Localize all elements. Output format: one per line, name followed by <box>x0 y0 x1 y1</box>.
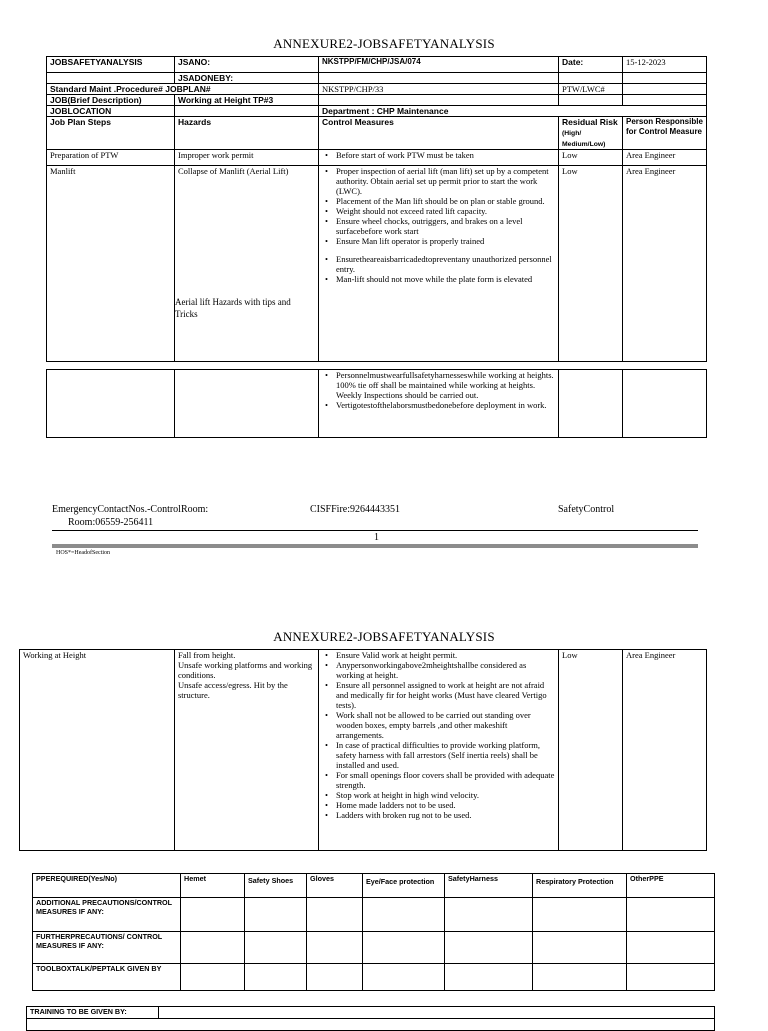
toolbox-talk-label: TOOLBOXTALK/PEPTALK GIVEN BY <box>33 964 181 991</box>
row0-controls <box>319 150 559 166</box>
ppe-item: Respiratory Protection <box>533 874 627 898</box>
jsano-label: JSANO: <box>175 57 319 73</box>
col-risk-title: Residual Risk <box>562 117 618 127</box>
row1-person: Area Engineer <box>623 166 707 362</box>
row1-control: • Proper inspection of aerial lift (man lift) set up by a competent authority. Obtain aerial set up permit prior to start the work (LWC). <box>336 166 555 196</box>
p2-hazard: Unsafe access/egress. Hit by the structure. <box>178 680 288 700</box>
continued-control: • Personnelmustwearfullsafetyharnesseswhile working at heights. 100% tie off shall be maintained while working at heights. Weekly Inspections should be carried out. <box>336 370 555 400</box>
row1-control: • Placement of the Man lift should be on plan or stable ground. <box>336 196 555 206</box>
row1-hazard-note: Aerial lift Hazards with tips and Tricks <box>175 297 291 319</box>
training-table <box>26 1006 715 1031</box>
cisf-fire: CISFFire:9264443351 <box>310 504 401 515</box>
jobplan-label: JOBPLAN# <box>165 84 211 94</box>
row0-step: Preparation of PTW <box>47 150 175 166</box>
p2-control: • Anypersonworkingabove2mheightshallbe considered as working at height. <box>336 660 555 680</box>
job-value: Working at Height TP#3 <box>175 95 319 106</box>
emergency-room: Room:06559-256411 <box>68 517 154 528</box>
col-risk-sub: (High/ Medium/Low) <box>562 130 606 148</box>
row1-control: • Weight should not exceed rated lift capacity. <box>336 206 555 216</box>
p2-risk: Low <box>559 650 623 851</box>
row0-person: Area Engineer <box>623 150 707 166</box>
ppe-cell[interactable] <box>307 964 363 991</box>
safety-control: SafetyControl <box>558 504 615 515</box>
ppe-cell[interactable] <box>181 898 245 932</box>
row0-hazard: Improper work permit <box>175 150 319 166</box>
further-precautions-label: FURTHERPRECAUTIONS/ CONTROL MEASURES IF ANY: <box>33 932 181 964</box>
ppe-required-label: PPEREQUIRED(Yes/No) <box>33 874 181 898</box>
p2-hazards <box>175 650 319 851</box>
row1-controls <box>319 166 559 362</box>
jsa-continued-table <box>46 369 707 438</box>
p2-control: • Work shall not be allowed to be carried out standing over wooden boxes, empty barrels ,and other makeshift arrangements. <box>336 710 555 740</box>
row1-hazard-cell <box>175 166 319 362</box>
ppe-cell[interactable] <box>245 898 307 932</box>
ppe-cell[interactable] <box>445 898 533 932</box>
ppe-cell[interactable] <box>533 898 627 932</box>
ppe-cell[interactable] <box>307 898 363 932</box>
page1-title: ANNEXURE2-JOBSAFETYANALYSIS <box>273 36 495 51</box>
emergency-contact: EmergencyContactNos.-ControlRoom: <box>52 504 209 515</box>
ppe-cell[interactable] <box>627 964 715 991</box>
ppe-item: Safety Shoes <box>245 874 307 898</box>
ppe-item: Eye/Face protection <box>363 874 445 898</box>
row0-control: • Before start of work PTW must be taken <box>336 150 555 160</box>
row1-control: • Ensure Man lift operator is properly trained <box>336 236 555 246</box>
ppe-item: Gloves <box>307 874 363 898</box>
col-person: Person Responsible for Control Measure <box>623 117 707 150</box>
ppe-cell[interactable] <box>307 932 363 964</box>
continued-controls <box>319 370 559 438</box>
p2-hazard: Fall from height. <box>178 650 236 660</box>
p2-control: • Ensure Valid work at height permit. <box>336 650 555 660</box>
ppe-cell[interactable] <box>363 932 445 964</box>
ptw-label: PTW/LWC# <box>559 84 623 95</box>
jsa-page2-table <box>19 649 707 851</box>
department-label: Department : CHP Maintenance <box>319 106 707 117</box>
ppe-cell[interactable] <box>181 932 245 964</box>
page-number: 1 <box>374 532 379 543</box>
jsa-label: JOBSAFETYANALYSIS <box>47 57 175 73</box>
p2-hazard: Unsafe working platforms and working conditions. <box>178 660 313 680</box>
location-label: JOBLOCATION <box>47 106 175 117</box>
col-steps: Job Plan Steps <box>47 117 175 150</box>
p2-person: Area Engineer <box>623 650 707 851</box>
table-row <box>47 150 707 166</box>
col-controls: Control Measures <box>319 117 559 150</box>
jobplan-value: NKSTPP/CHP/33 <box>319 84 559 95</box>
p2-control: • In case of practical difficulties to provide working platform, safety harness with fall arrestors (Self inertia reels) shall be installed and used. <box>336 740 555 770</box>
ppe-cell[interactable] <box>363 898 445 932</box>
ppe-cell[interactable] <box>445 932 533 964</box>
row1-control: • Ensure wheel chocks, outriggers, and brakes on a level surfacebefore work start <box>336 216 555 236</box>
ppe-cell[interactable] <box>181 964 245 991</box>
page-break-bar <box>52 544 698 548</box>
ppe-cell[interactable] <box>245 932 307 964</box>
ppe-table <box>32 873 715 991</box>
table-row <box>47 370 707 438</box>
smp-label: Standard Maint .Procedure# <box>50 84 163 94</box>
page2-title: ANNEXURE2-JOBSAFETYANALYSIS <box>273 629 495 644</box>
job-label: JOB(Brief Description) <box>47 95 175 106</box>
ppe-cell[interactable] <box>533 964 627 991</box>
p2-control: • Ensure all personnel assigned to work at height are not afraid and medically fir for height works (Must have cleared Vertigo tests). <box>336 680 555 710</box>
training-label: TRAINING TO BE GIVEN BY: <box>27 1007 159 1019</box>
jsa-header-table <box>46 56 707 362</box>
hos-note: HOS*=HeadofSection <box>56 550 111 556</box>
ppe-cell[interactable] <box>533 932 627 964</box>
row1-hazard: Collapse of Manlift (Aerial Lift) <box>178 166 289 176</box>
p2-control: • For small openings floor covers shall be provided with adequate strength. <box>336 770 555 790</box>
col-hazards: Hazards <box>175 117 319 150</box>
date-label: Date: <box>559 57 623 73</box>
table-row <box>47 166 707 362</box>
continued-control: • Vertigotestofthelaborsmustbedonebefore deployment in work. <box>336 400 555 410</box>
ppe-cell[interactable] <box>627 898 715 932</box>
ppe-cell[interactable] <box>245 964 307 991</box>
col-risk <box>559 117 623 150</box>
p2-control: • Stop work at height in high wind velocity. <box>336 790 555 800</box>
row1-control: • Ensuretheareaisbarricadedtopreventany unauthorized personnel entry. <box>336 254 555 274</box>
p2-step: Working at Height <box>20 650 175 851</box>
p2-controls <box>319 650 559 851</box>
footer-divider <box>52 530 698 531</box>
row1-control: • Man-lift should not move while the plate form is elevated <box>336 274 555 284</box>
row1-risk: Low <box>559 166 623 362</box>
additional-precautions-label: ADDITIONAL PRECAUTIONS/CONTROL MEASURES IF ANY: <box>33 898 181 932</box>
training-value[interactable] <box>159 1007 715 1019</box>
p2-control: • Ladders with broken rug not to be used. <box>336 810 555 820</box>
table-row <box>20 650 707 851</box>
date-value: 15-12-2023 <box>623 57 707 73</box>
ppe-item: SafetyHarness <box>445 874 533 898</box>
ppe-item: OtherPPE <box>627 874 715 898</box>
ppe-cell[interactable] <box>363 964 445 991</box>
jsano-value: NKSTPP/FM/CHP/JSA/074 <box>319 57 559 73</box>
ppe-cell[interactable] <box>627 932 715 964</box>
row1-step: Manlift <box>47 166 175 362</box>
row0-risk: Low <box>559 150 623 166</box>
ppe-item: Hemet <box>181 874 245 898</box>
p2-control: • Home made ladders not to be used. <box>336 800 555 810</box>
smp-row <box>47 84 319 95</box>
ppe-cell[interactable] <box>445 964 533 991</box>
jsadoneby-label: JSADONEBY: <box>175 73 319 84</box>
